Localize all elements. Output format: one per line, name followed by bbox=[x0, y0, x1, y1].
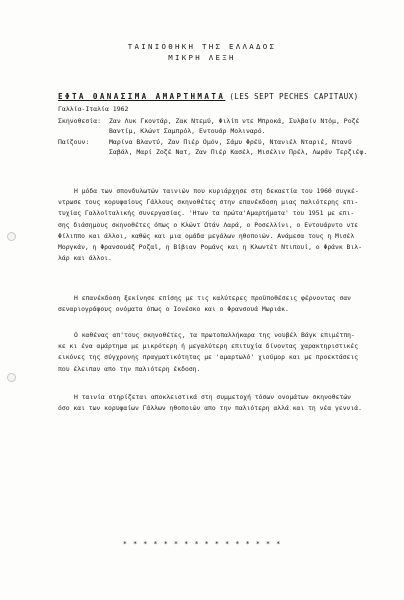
directors-line: Ζαν Λυκ Γκοντάρ, Ζακ Ντεμύ, Φιλίπ ντε Μπροκά, Συλβαίν Ντόμ, Ροζέ bbox=[109, 117, 360, 125]
paragraph-1 bbox=[58, 186, 378, 264]
paragraph-line: σης διάσημους σκηνοθέτες όπως ο Κλώντ Ωτάν Λαρά, ο Ροσελλίνι, ο Εντουάρντο ντε bbox=[58, 220, 359, 229]
paragraph-line: λάρ και άλλοι. bbox=[58, 254, 112, 263]
film-title-row bbox=[58, 92, 359, 101]
paragraph-line: εικόνες της σύγχρονης πραγματικότητας με 'αμαρτωλό' χιούμορ και με προεκτάσεις bbox=[58, 353, 359, 362]
paragraph-line: σεναριογράφους ονόματα όπως ο Ιονέσκο και ο Φρανσουά Μωριάκ. bbox=[58, 305, 289, 314]
paragraph-line: Η ταινία στηρίζεται αποκλειστικά στη συμμετοχή τόσων ονομάτων σκηνοθετών bbox=[74, 393, 352, 401]
paragraph-line: όσο και των κορυφαίων Γάλλων ηθοποιών απο την παλιότερη αλλά και τη νέα γεννιά. bbox=[58, 404, 362, 413]
paragraph-line: που έλειπαν απο την παλιότερη έκδοση. bbox=[58, 364, 201, 373]
film-title: ΕΦΤΑ ΘΑΝΑΣΙΜΑ ΑΜΑΡΤΗΜΑΤΑ bbox=[58, 92, 226, 101]
cast-label: Παίζουν: bbox=[58, 138, 90, 146]
paragraph-line: Η επανέκδοση ξεκίνησε επίσης με τις καλύτερες προϋποθέσεις φέρνοντας σαν bbox=[74, 294, 352, 302]
directors-label: Σκηνοθεσία: bbox=[58, 117, 102, 125]
paragraph-3 bbox=[58, 330, 378, 375]
punch-hole-mark bbox=[7, 373, 16, 382]
film-original-title: (LES SEPT PECHES CAPITAUX) bbox=[229, 92, 359, 101]
punch-hole-mark bbox=[7, 232, 16, 241]
cast-line: Σαβάλ, Μαρί Ζοζέ Νατ, Ζαν Πιέρ Κασέλ, Μισέλιν Πρέλ, Λωράν Τερζιέφ. bbox=[109, 148, 368, 156]
paragraph-line: τυχίας Γαλλοϊταλικής συνεργασίας. 'Ητων τα πρώτα'Αμαρτήματα' του 1951 με επι- bbox=[58, 209, 355, 218]
paragraph-line: κε κι ένα αμάρτημα με μικρότερη ή μεγαλύτερη επιτυχία δίνοντας χαρακτηριστικές bbox=[58, 342, 359, 351]
paragraph-line: Φίλιππο και άλλοι, καθώς και μια ομάδα μεγάλων ηθοποιών. Ανάμεσα τους η Μισέλ bbox=[58, 231, 355, 240]
paragraph-line: Μοργκάν, η Φρανσουάζ Ροζαϊ, η Βίβιαν Ρομάνς και η Κλωντέτ Ντιπουί, ο Φράνκ Βιλ- bbox=[58, 243, 362, 252]
cast-line: Μαρίνα Βλαντύ, Ζαν Πιέρ Ομόν, Σάμυ Φρέϋ, Ντανιέλ Νταριέ, Ντανύ bbox=[109, 138, 352, 146]
paragraph-line: Η μόδα των σπονδυλωτών ταινιών που κυριάρχησε στη δεκαετία του 1960 συγκέ- bbox=[74, 187, 359, 195]
footer-stars: * * * * * * * * * * * * * * * * bbox=[122, 540, 282, 548]
paragraph-2 bbox=[58, 293, 378, 315]
paragraph-line: Ο καθένας απ'τους σκηνοθέτες, τα πρωτοπαλλήκαρα της νουβέλ Βάγκ επιμέτπη- bbox=[74, 331, 355, 339]
paragraph-line: ντρωσε τους κορυφαίους Γάλλους σκηνοθέτες στην επανέκδοση μιας παλιότερης επι- bbox=[58, 198, 359, 207]
archive-name: ΤΑΙΝΙΟΘΗΚΗ ΤΗΣ ΕΛΛΑΔΟΣ bbox=[127, 42, 277, 51]
section-name: ΜΙΚΡΗ ΛΕΞΗ bbox=[168, 53, 236, 62]
directors-line: Βαντίμ, Κλώντ Σαμπρόλ, Εντουάρ Μολιναρό. bbox=[109, 127, 266, 135]
country-year: Γαλλία-Ιταλία 1962 bbox=[58, 105, 129, 113]
paragraph-4 bbox=[58, 392, 378, 414]
